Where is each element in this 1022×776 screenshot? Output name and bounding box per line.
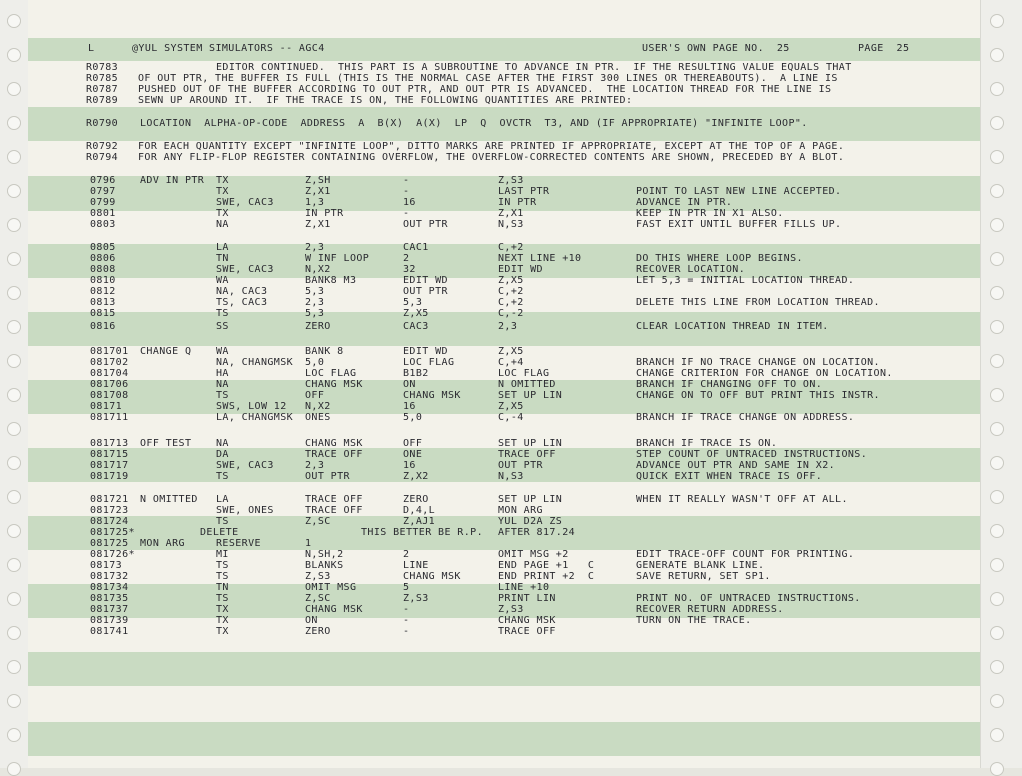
address-field: 5,3 [305,286,325,297]
seq-number: 081721 [90,494,129,505]
line-comment: BRANCH IF CHANGING OFF TO ON. [636,379,823,390]
feed-hole [990,354,1004,368]
operand-field: CHANG MSK [403,390,461,401]
seq-number: 081741 [90,626,129,637]
op-code: SWE, CAC3 [216,460,274,471]
seq-number: 08171 [90,401,123,412]
operand-field: - [403,604,410,615]
operand-field: THIS BETTER BE R.P. [361,527,483,538]
address-field: TRACE OFF [305,494,363,505]
feed-hole [7,320,21,334]
green-bar [28,652,980,686]
op-code: NA [216,219,229,230]
operand-field-2: C,-4 [498,412,524,423]
feed-hole [990,150,1004,164]
seq-number: 081739 [90,615,129,626]
line-comment: DELETE THIS LINE FROM LOCATION THREAD. [636,297,880,308]
feed-hole [7,456,21,470]
operand-field-2: Z,S3 [498,604,524,615]
remark-seq: R0787 [86,84,119,95]
operand-field-2: LOC FLAG [498,368,550,379]
operand-field: B1B2 [403,368,429,379]
feed-hole [990,82,1004,96]
address-field: BLANKS [305,560,344,571]
operand-field-2: N,S3 [498,471,524,482]
address-field: TRACE OFF [305,505,363,516]
remark-text: FOR ANY FLIP-FLOP REGISTER CONTAINING OVERFLOW, THE OVERFLOW-CORRECTED CONTENTS ARE SHOWN, PRECEDED BY A BLOT. [138,152,845,163]
operand-field: EDIT WD [403,346,448,357]
op-code: TS [216,560,229,571]
line-comment: CHANGE CRITERION FOR CHANGE ON LOCATION. [636,368,893,379]
op-code: TS [216,471,229,482]
operand-field-2: TRACE OFF [498,449,556,460]
operand-field-2: Z,X1 [498,208,524,219]
op-code: TS [216,571,229,582]
feed-hole [990,422,1004,436]
remark-text: LOCATION ALPHA-OP-CODE ADDRESS A B(X) A(X) LP Q OVCTR T3, AND (IF APPROPRIATE) "INFINITE LOOP". [140,118,808,129]
operand-field-2: C,+4 [498,357,524,368]
line-label: N OMITTED [140,494,198,505]
op-code: SWE, CAC3 [216,197,274,208]
operand-field-2: OUT PTR [498,460,543,471]
op-code: LA [216,242,229,253]
seq-number: 081719 [90,471,129,482]
operand-field: Z,AJ1 [403,516,436,527]
address-field: N,X2 [305,401,331,412]
op-code: NA, CAC3 [216,286,268,297]
feed-hole [7,728,21,742]
address-field: OMIT MSG [305,582,357,593]
feed-hole [7,286,21,300]
seq-number: 081723 [90,505,129,516]
feed-hole [7,218,21,232]
line-comment: QUICK EXIT WHEN TRACE IS OFF. [636,471,823,482]
address-field: 2,3 [305,460,325,471]
address-field: ONES [305,412,331,423]
line-comment: LET 5,3 = INITIAL LOCATION THREAD. [636,275,855,286]
header-users-page: USER'S OWN PAGE NO. 25 [642,43,790,54]
seq-number: 081724 [90,516,129,527]
op-code: TX [216,208,229,219]
feed-hole [990,694,1004,708]
operand-field-2: Z,X5 [498,401,524,412]
operand-field-2: SET UP LIN [498,494,563,505]
operand-field-2: END PRINT +2 C [498,571,595,582]
remark-text: SEWN UP AROUND IT. IF THE TRACE IS ON, THE FOLLOWING QUANTITIES ARE PRINTED: [138,95,633,106]
address-field: Z,X1 [305,219,331,230]
green-bar [28,722,980,756]
operand-field: - [403,186,410,197]
seq-number: 0799 [90,197,116,208]
operand-field: EDIT WD [403,275,448,286]
feed-hole [990,524,1004,538]
operand-field: OUT PTR [403,286,448,297]
header-left: L [88,43,95,54]
operand-field-2: C,+2 [498,242,524,253]
seq-number: 0805 [90,242,116,253]
operand-field-2: C,+2 [498,297,524,308]
operand-field-2: YUL D2A ZS [498,516,563,527]
operand-field-2: C,+2 [498,286,524,297]
address-field: 5,0 [305,357,325,368]
feed-hole [7,150,21,164]
address-field: N,X2 [305,264,331,275]
op-code: TX [216,626,229,637]
feed-hole [7,388,21,402]
seq-number: 0806 [90,253,116,264]
line-comment: RECOVER LOCATION. [636,264,746,275]
seq-number: 081708 [90,390,129,401]
operand-field: 16 [403,197,416,208]
op-code: WA [216,275,229,286]
address-field: BANK8 M3 [305,275,357,286]
feed-hole [7,252,21,266]
line-comment: POINT TO LAST NEW LINE ACCEPTED. [636,186,842,197]
address-field: OFF [305,390,325,401]
feed-hole [990,456,1004,470]
seq-number: 081717 [90,460,129,471]
op-code: DELETE [200,527,239,538]
line-comment: ADVANCE OUT PTR AND SAME IN X2. [636,460,836,471]
seq-number: 0813 [90,297,116,308]
op-code: LA, CHANGMSK [216,412,294,423]
address-field: CHANG MSK [305,438,363,449]
operand-field: 5,0 [403,412,423,423]
op-code: TX [216,604,229,615]
seq-number: 081732 [90,571,129,582]
address-field: Z,SC [305,516,331,527]
operand-field: ONE [403,449,423,460]
operand-field-2: Z,X5 [498,346,524,357]
address-field: CHANG MSK [305,379,363,390]
line-comment: FAST EXIT UNTIL BUFFER FILLS UP. [636,219,842,230]
operand-field: CHANG MSK [403,571,461,582]
operand-field-2: SET UP LIN [498,438,563,449]
op-code: TS [216,308,229,319]
operand-field-2: Z,X5 [498,275,524,286]
feed-hole [990,626,1004,640]
op-code: TX [216,186,229,197]
remark-text: EDITOR CONTINUED. THIS PART IS A SUBROUTINE TO ADVANCE IN PTR. IF THE RESULTING VALUE EQUALS THAT [216,62,852,73]
op-code: TS [216,516,229,527]
operand-field-2: AFTER 817.24 [498,527,576,538]
line-comment: KEEP IN PTR IN X1 ALSO. [636,208,784,219]
operand-field: - [403,175,410,186]
seq-number: 081713 [90,438,129,449]
feed-hole [7,14,21,28]
line-comment: SAVE RETURN, SET SP1. [636,571,771,582]
seq-number: 081725 [90,538,129,549]
remark-seq: R0785 [86,73,119,84]
address-field: ZERO [305,321,331,332]
feed-hole [990,592,1004,606]
seq-number: 081735 [90,593,129,604]
feed-hole [990,252,1004,266]
op-code: MI [216,549,229,560]
line-label: OFF TEST [140,438,192,449]
feed-hole [990,728,1004,742]
seq-number: 08173 [90,560,123,571]
seq-number: 081725* [90,527,135,538]
remark-seq: R0789 [86,95,119,106]
address-field: Z,S3 [305,571,331,582]
seq-number: 081702 [90,357,129,368]
operand-field: 2 [403,253,410,264]
feed-hole [990,116,1004,130]
op-code: TX [216,615,229,626]
address-field: IN PTR [305,208,344,219]
feed-hole [7,490,21,504]
seq-number: 0810 [90,275,116,286]
seq-number: 081701 [90,346,129,357]
operand-field: Z,S3 [403,593,429,604]
op-code: SWE, ONES [216,505,274,516]
address-field: W INF LOOP [305,253,370,264]
operand-field: 5 [403,582,410,593]
feed-hole [990,14,1004,28]
feed-hole [990,184,1004,198]
operand-field: - [403,208,410,219]
line-comment: RECOVER RETURN ADDRESS. [636,604,784,615]
line-comment: GENERATE BLANK LINE. [636,560,765,571]
feed-hole [7,184,21,198]
operand-field-2: NEXT LINE +10 [498,253,582,264]
address-field: 1 [305,538,312,549]
line-comment: DO THIS WHERE LOOP BEGINS. [636,253,803,264]
op-code: SWS, LOW 12 [216,401,287,412]
operand-field-2: 2,3 [498,321,518,332]
seq-number: 0796 [90,175,116,186]
address-field: BANK 8 [305,346,344,357]
remark-text: PUSHED OUT OF THE BUFFER ACCORDING TO OUT PTR, AND OUT PTR IS ADVANCED. THE LOCATION THREAD FOR THE LINE IS [138,84,832,95]
operand-field: Z,X2 [403,471,429,482]
operand-field-2: C,-2 [498,308,524,319]
operand-field-2: LAST PTR [498,186,550,197]
operand-field-2: IN PTR [498,197,537,208]
op-code: HA [216,368,229,379]
address-field: N,SH,2 [305,549,344,560]
op-code: TX [216,175,229,186]
right-tractor-strip [980,0,1022,768]
remark-seq: R0783 [86,62,119,73]
line-label: CHANGE Q [140,346,192,357]
operand-field: D,4,L [403,505,436,516]
operand-field: ON [403,379,416,390]
operand-field: 2 [403,549,410,560]
seq-number: 081734 [90,582,129,593]
operand-field: - [403,626,410,637]
operand-field: ZERO [403,494,429,505]
feed-hole [990,320,1004,334]
remark-seq: R0792 [86,141,119,152]
operand-field-2: END PAGE +1 C [498,560,595,571]
feed-hole [7,592,21,606]
operand-field: 32 [403,264,416,275]
operand-field-2: CHANG MSK [498,615,556,626]
line-comment: ADVANCE IN PTR. [636,197,733,208]
op-code: NA [216,438,229,449]
address-field: TRACE OFF [305,449,363,460]
operand-field: - [403,615,410,626]
feed-hole [990,286,1004,300]
operand-field-2: LINE +10 [498,582,550,593]
seq-number: 081704 [90,368,129,379]
line-comment: EDIT TRACE-OFF COUNT FOR PRINTING. [636,549,855,560]
operand-field-2: OMIT MSG +2 [498,549,569,560]
remark-text: FOR EACH QUANTITY EXCEPT "INFINITE LOOP", DITTO MARKS ARE PRINTED IF APPROPRIATE, EXCEPT AT THE TOP OF A PAGE. [138,141,845,152]
address-field: Z,SC [305,593,331,604]
seq-number: 0803 [90,219,116,230]
operand-field-2: PRINT LIN [498,593,556,604]
address-field: ON [305,615,318,626]
seq-number: 0812 [90,286,116,297]
operand-field: CAC1 [403,242,429,253]
op-code: SS [216,321,229,332]
remark-seq: R0794 [86,152,119,163]
op-code: TS, CAC3 [216,297,268,308]
op-code: LA [216,494,229,505]
feed-hole [7,626,21,640]
seq-number: 0816 [90,321,116,332]
feed-hole [7,422,21,436]
line-comment: CHANGE ON TO OFF BUT PRINT THIS INSTR. [636,390,880,401]
feed-hole [7,660,21,674]
seq-number: 081726* [90,549,135,560]
operand-field-2: Z,S3 [498,175,524,186]
address-field: 2,3 [305,297,325,308]
line-comment: BRANCH IF NO TRACE CHANGE ON LOCATION. [636,357,880,368]
operand-field: 5,3 [403,297,423,308]
op-code: SWE, CAC3 [216,264,274,275]
operand-field-2: N,S3 [498,219,524,230]
address-field: 2,3 [305,242,325,253]
seq-number: 0797 [90,186,116,197]
feed-hole [7,354,21,368]
op-code: TN [216,582,229,593]
header-page: PAGE 25 [858,43,910,54]
seq-number: 0808 [90,264,116,275]
op-code: TN [216,253,229,264]
operand-field-2: EDIT WD [498,264,543,275]
line-label: ADV IN PTR [140,175,205,186]
op-code: NA, CHANGMSK [216,357,294,368]
line-comment: CLEAR LOCATION THREAD IN ITEM. [636,321,829,332]
address-field: 5,3 [305,308,325,319]
address-field: Z,X1 [305,186,331,197]
operand-field: 16 [403,460,416,471]
feed-hole [990,558,1004,572]
feed-hole [990,660,1004,674]
operand-field: OFF [403,438,423,449]
op-code: RESERVE [216,538,261,549]
operand-field-2: TRACE OFF [498,626,556,637]
address-field: LOC FLAG [305,368,357,379]
feed-hole [990,48,1004,62]
operand-field: Z,X5 [403,308,429,319]
line-comment: BRANCH IF TRACE IS ON. [636,438,778,449]
feed-hole [7,558,21,572]
operand-field: LOC FLAG [403,357,455,368]
feed-hole [990,218,1004,232]
line-comment: WHEN IT REALLY WASN'T OFF AT ALL. [636,494,848,505]
line-label: MON ARG [140,538,185,549]
op-code: TS [216,390,229,401]
feed-hole [990,388,1004,402]
line-comment: BRANCH IF TRACE CHANGE ON ADDRESS. [636,412,855,423]
feed-hole [7,116,21,130]
remark-seq: R0790 [86,118,119,129]
address-field: CHANG MSK [305,604,363,615]
printout-sheet [28,0,980,768]
operand-field: LINE [403,560,429,571]
operand-field-2: N OMITTED [498,379,556,390]
seq-number: 081737 [90,604,129,615]
seq-number: 081715 [90,449,129,460]
feed-hole [7,82,21,96]
header-title: @YUL SYSTEM SIMULATORS -- AGC4 [132,43,325,54]
seq-number: 081711 [90,412,129,423]
op-code: WA [216,346,229,357]
line-comment: TURN ON THE TRACE. [636,615,752,626]
address-field: 1,3 [305,197,325,208]
operand-field: 16 [403,401,416,412]
seq-number: 0815 [90,308,116,319]
feed-hole [7,524,21,538]
address-field: ZERO [305,626,331,637]
op-code: DA [216,449,229,460]
operand-field-2: SET UP LIN [498,390,563,401]
left-tractor-strip [0,0,28,768]
feed-hole [7,762,21,776]
line-comment: PRINT NO. OF UNTRACED INSTRUCTIONS. [636,593,861,604]
remark-text: OF OUT PTR, THE BUFFER IS FULL (THIS IS THE NORMAL CASE AFTER THE FIRST 300 LINES OR THEREABOUTS). A LINE IS [138,73,838,84]
feed-hole [990,762,1004,776]
feed-hole [7,48,21,62]
op-code: NA [216,379,229,390]
operand-field: CAC3 [403,321,429,332]
address-field: OUT PTR [305,471,350,482]
operand-field-2: MON ARG [498,505,543,516]
line-comment: STEP COUNT OF UNTRACED INSTRUCTIONS. [636,449,868,460]
address-field: Z,SH [305,175,331,186]
seq-number: 081706 [90,379,129,390]
feed-hole [990,490,1004,504]
seq-number: 0801 [90,208,116,219]
operand-field: OUT PTR [403,219,448,230]
op-code: TS [216,593,229,604]
feed-hole [7,694,21,708]
